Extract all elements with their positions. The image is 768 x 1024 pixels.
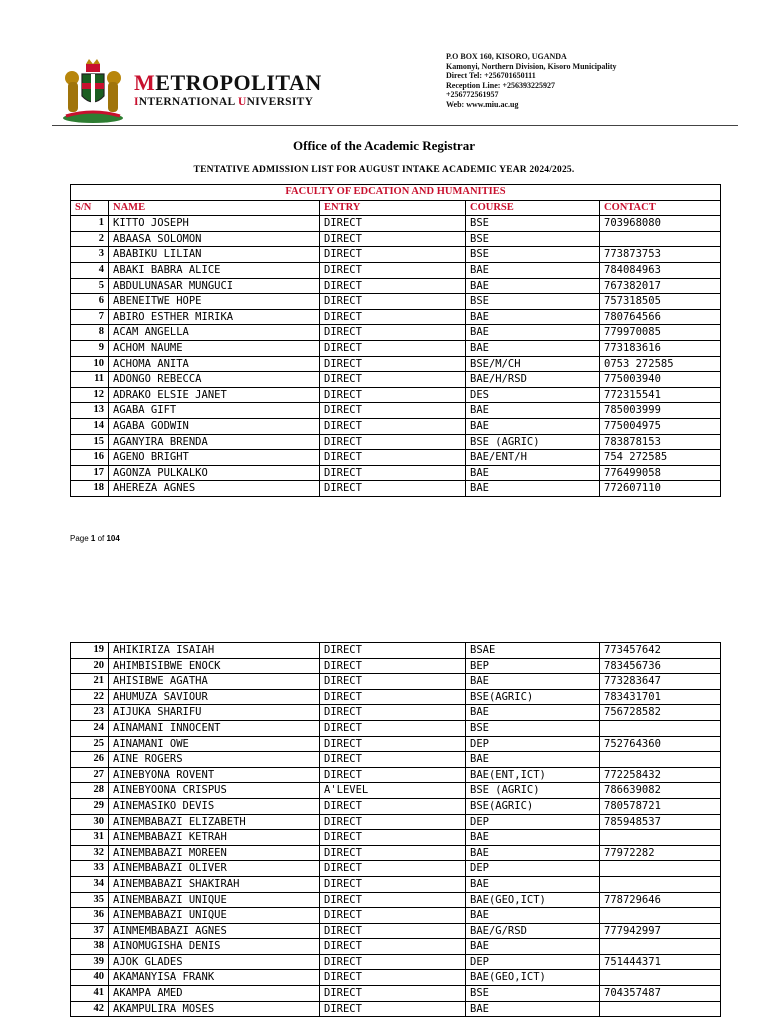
admission-table-page-2 xyxy=(70,642,721,1017)
cell-name: AIJUKA SHARIFU xyxy=(109,705,320,721)
cell-contact: 773873753 xyxy=(600,247,721,263)
university-crest-logo xyxy=(56,56,130,126)
cell-course: BAE/ENT/H xyxy=(466,450,600,466)
table-row xyxy=(71,643,721,659)
address-line: P.O BOX 160, KISORO, UGANDA xyxy=(446,52,567,61)
contact-address-block xyxy=(446,52,617,110)
cell-entry: DIRECT xyxy=(320,705,466,721)
page-current: 1 xyxy=(90,534,96,543)
cell-contact: 752764360 xyxy=(600,736,721,752)
cell-sn: 42 xyxy=(71,1001,109,1017)
table-row xyxy=(71,954,721,970)
cell-contact xyxy=(600,1001,721,1017)
cell-course: BSE(AGRIC) xyxy=(466,798,600,814)
table-row xyxy=(71,845,721,861)
cell-name: AJOK GLADES xyxy=(109,954,320,970)
cell-name: AINEMBABAZI KETRAH xyxy=(109,830,320,846)
cell-course: BAE xyxy=(466,325,600,341)
cell-name: ABAKI BABRA ALICE xyxy=(109,262,320,278)
cell-sn: 10 xyxy=(71,356,109,372)
table-row xyxy=(71,970,721,986)
cell-name: ADRAKO ELSIE JANET xyxy=(109,387,320,403)
table-row xyxy=(71,340,721,356)
cell-sn: 25 xyxy=(71,736,109,752)
cell-course: BAE xyxy=(466,876,600,892)
cell-contact: 754 272585 xyxy=(600,450,721,466)
cell-sn: 23 xyxy=(71,705,109,721)
cell-contact: 703968080 xyxy=(600,216,721,232)
cell-contact: 784084963 xyxy=(600,262,721,278)
cell-name: AHIKIRIZA ISAIAH xyxy=(109,643,320,659)
header-divider xyxy=(52,125,738,126)
cell-entry: DIRECT xyxy=(320,876,466,892)
cell-sn: 40 xyxy=(71,970,109,986)
cell-entry: DIRECT xyxy=(320,986,466,1002)
cell-contact: 772258432 xyxy=(600,767,721,783)
table-row xyxy=(71,767,721,783)
cell-name: AGENO BRIGHT xyxy=(109,450,320,466)
cell-contact: 77972282 xyxy=(600,845,721,861)
column-header-row xyxy=(71,200,721,216)
cell-sn: 5 xyxy=(71,278,109,294)
cell-sn: 30 xyxy=(71,814,109,830)
cell-sn: 28 xyxy=(71,783,109,799)
cell-course: BSE xyxy=(466,986,600,1002)
cell-name: ABABIKU LILIAN xyxy=(109,247,320,263)
cell-name: AINEMBABAZI SHAKIRAH xyxy=(109,876,320,892)
cell-sn: 3 xyxy=(71,247,109,263)
table-row xyxy=(71,892,721,908)
cell-contact: 773457642 xyxy=(600,643,721,659)
address-line: Reception Line: +256393225927 xyxy=(446,80,555,90)
cell-course: BAE(GEO,ICT) xyxy=(466,970,600,986)
page-total: 104 xyxy=(106,534,120,543)
cell-contact: 785948537 xyxy=(600,814,721,830)
table-row xyxy=(71,294,721,310)
table-row xyxy=(71,356,721,372)
table-row xyxy=(71,674,721,690)
cell-sn: 9 xyxy=(71,340,109,356)
cell-sn: 13 xyxy=(71,403,109,419)
cell-sn: 4 xyxy=(71,262,109,278)
cell-contact xyxy=(600,939,721,955)
table-row xyxy=(71,247,721,263)
cell-name: ACHOM NAUME xyxy=(109,340,320,356)
table-row xyxy=(71,923,721,939)
cell-name: AINAMANI INNOCENT xyxy=(109,720,320,736)
cell-sn: 12 xyxy=(71,387,109,403)
cell-sn: 27 xyxy=(71,767,109,783)
cell-sn: 35 xyxy=(71,892,109,908)
cell-sn: 31 xyxy=(71,830,109,846)
table-row xyxy=(71,876,721,892)
cell-course: BSE xyxy=(466,216,600,232)
cell-sn: 26 xyxy=(71,752,109,768)
table-row xyxy=(71,434,721,450)
cell-contact: 778729646 xyxy=(600,892,721,908)
cell-entry: DIRECT xyxy=(320,465,466,481)
cell-sn: 19 xyxy=(71,643,109,659)
cell-contact: 772607110 xyxy=(600,481,721,497)
table-row xyxy=(71,278,721,294)
cell-course: BAE xyxy=(466,908,600,924)
brand-rest: ETROPOLITAN xyxy=(155,70,322,95)
cell-entry: DIRECT xyxy=(320,309,466,325)
cell-entry: DIRECT xyxy=(320,845,466,861)
cell-sn: 41 xyxy=(71,986,109,1002)
cell-contact: 786639082 xyxy=(600,783,721,799)
cell-sn: 16 xyxy=(71,450,109,466)
cell-course: BAE xyxy=(466,752,600,768)
cell-sn: 18 xyxy=(71,481,109,497)
table-row xyxy=(71,783,721,799)
cell-name: AINAMANI OWE xyxy=(109,736,320,752)
cell-sn: 33 xyxy=(71,861,109,877)
page-prefix: Page xyxy=(70,534,91,543)
cell-course: BSE xyxy=(466,247,600,263)
cell-course: BAE xyxy=(466,830,600,846)
university-name xyxy=(134,72,322,94)
table-row xyxy=(71,798,721,814)
cell-contact xyxy=(600,970,721,986)
table-row xyxy=(71,1001,721,1017)
cell-course: BAE/G/RSD xyxy=(466,923,600,939)
column-header-name: NAME xyxy=(109,200,320,216)
cell-entry: DIRECT xyxy=(320,720,466,736)
cell-sn: 20 xyxy=(71,658,109,674)
cell-contact: 704357487 xyxy=(600,986,721,1002)
subtitle-rest-2: NIVERSITY xyxy=(246,96,314,108)
cell-course: DES xyxy=(466,387,600,403)
cell-contact: 780578721 xyxy=(600,798,721,814)
cell-name: AINEMASIKO DEVIS xyxy=(109,798,320,814)
table-row xyxy=(71,830,721,846)
cell-sn: 37 xyxy=(71,923,109,939)
list-title: TENTATIVE ADMISSION LIST FOR AUGUST INTAKE ACADEMIC YEAR 2024/2025. xyxy=(193,165,575,175)
cell-sn: 29 xyxy=(71,798,109,814)
table-row xyxy=(71,689,721,705)
address-line: Kamonyi, Northern Division, Kisoro Municipality xyxy=(446,61,617,71)
cell-entry: DIRECT xyxy=(320,674,466,690)
cell-name: AINEMBABAZI UNIQUE xyxy=(109,892,320,908)
cell-sn: 14 xyxy=(71,418,109,434)
table-row xyxy=(71,736,721,752)
cell-sn: 39 xyxy=(71,954,109,970)
cell-course: BAE xyxy=(466,1001,600,1017)
cell-name: ACAM ANGELLA xyxy=(109,325,320,341)
cell-name: AKAMPA AMED xyxy=(109,986,320,1002)
cell-course: BSE xyxy=(466,231,600,247)
cell-course: BAE xyxy=(466,465,600,481)
cell-entry: DIRECT xyxy=(320,231,466,247)
cell-course: BEP xyxy=(466,658,600,674)
cell-course: BAE xyxy=(466,845,600,861)
office-title: Office of the Academic Registrar xyxy=(293,138,475,153)
cell-contact: 775003940 xyxy=(600,372,721,388)
table-row xyxy=(71,418,721,434)
subtitle-initial-1: I xyxy=(134,96,139,108)
university-subtitle xyxy=(134,96,322,108)
cell-entry: DIRECT xyxy=(320,939,466,955)
cell-course: BAE xyxy=(466,309,600,325)
cell-contact: 775004975 xyxy=(600,418,721,434)
table-row xyxy=(71,216,721,232)
cell-sn: 24 xyxy=(71,720,109,736)
cell-entry: DIRECT xyxy=(320,418,466,434)
cell-contact xyxy=(600,908,721,924)
cell-entry: DIRECT xyxy=(320,643,466,659)
cell-entry: DIRECT xyxy=(320,814,466,830)
cell-entry: DIRECT xyxy=(320,325,466,341)
cell-name: AINEMBABAZI ELIZABETH xyxy=(109,814,320,830)
cell-entry: DIRECT xyxy=(320,767,466,783)
cell-contact xyxy=(600,830,721,846)
cell-entry: DIRECT xyxy=(320,1001,466,1017)
faculty-heading: FACULTY OF EDCATION AND HUMANITIES xyxy=(71,185,721,201)
cell-sn: 7 xyxy=(71,309,109,325)
column-header-contact: CONTACT xyxy=(600,200,721,216)
cell-contact: 785003999 xyxy=(600,403,721,419)
cell-entry: DIRECT xyxy=(320,372,466,388)
cell-course: BAE xyxy=(466,262,600,278)
cell-sn: 6 xyxy=(71,294,109,310)
table-row xyxy=(71,939,721,955)
table-row xyxy=(71,986,721,1002)
cell-name: AGABA GODWIN xyxy=(109,418,320,434)
university-brand xyxy=(134,72,322,108)
cell-entry: DIRECT xyxy=(320,340,466,356)
cell-name: AGONZA PULKALKO xyxy=(109,465,320,481)
cell-course: BAE xyxy=(466,481,600,497)
cell-course: BSE (AGRIC) xyxy=(466,783,600,799)
cell-name: ADONGO REBECCA xyxy=(109,372,320,388)
cell-course: BAE xyxy=(466,278,600,294)
cell-contact: 756728582 xyxy=(600,705,721,721)
cell-name: AINEMBABAZI MOREEN xyxy=(109,845,320,861)
faculty-row xyxy=(71,185,721,201)
cell-name: AKAMPULIRA MOSES xyxy=(109,1001,320,1017)
cell-course: DEP xyxy=(466,954,600,970)
cell-name: ABENEITWE HOPE xyxy=(109,294,320,310)
cell-name: KITTO JOSEPH xyxy=(109,216,320,232)
cell-sn: 17 xyxy=(71,465,109,481)
cell-course: BAE/H/RSD xyxy=(466,372,600,388)
cell-course: BAE xyxy=(466,418,600,434)
cell-course: BSE xyxy=(466,720,600,736)
cell-name: AGABA GIFT xyxy=(109,403,320,419)
cell-contact xyxy=(600,720,721,736)
cell-entry: DIRECT xyxy=(320,861,466,877)
cell-sn: 8 xyxy=(71,325,109,341)
cell-contact: 783431701 xyxy=(600,689,721,705)
cell-course: BAE xyxy=(466,340,600,356)
cell-entry: DIRECT xyxy=(320,356,466,372)
cell-name: AINEBYONA ROVENT xyxy=(109,767,320,783)
cell-course: BSE (AGRIC) xyxy=(466,434,600,450)
cell-entry: DIRECT xyxy=(320,262,466,278)
cell-sn: 36 xyxy=(71,908,109,924)
cell-entry: DIRECT xyxy=(320,892,466,908)
cell-entry: DIRECT xyxy=(320,658,466,674)
cell-entry: DIRECT xyxy=(320,954,466,970)
cell-contact: 0753 272585 xyxy=(600,356,721,372)
table-row xyxy=(71,705,721,721)
cell-entry: DIRECT xyxy=(320,481,466,497)
cell-entry: DIRECT xyxy=(320,830,466,846)
table-row xyxy=(71,658,721,674)
cell-contact: 767382017 xyxy=(600,278,721,294)
cell-course: BAE xyxy=(466,674,600,690)
table-row xyxy=(71,720,721,736)
cell-course: BSE(AGRIC) xyxy=(466,689,600,705)
cell-name: ABAASA SOLOMON xyxy=(109,231,320,247)
cell-name: ABIRO ESTHER MIRIKA xyxy=(109,309,320,325)
cell-course: BSE/M/CH xyxy=(466,356,600,372)
cell-contact: 783878153 xyxy=(600,434,721,450)
column-header-course: COURSE xyxy=(466,200,600,216)
cell-contact xyxy=(600,861,721,877)
cell-entry: DIRECT xyxy=(320,434,466,450)
cell-entry: DIRECT xyxy=(320,403,466,419)
cell-contact xyxy=(600,231,721,247)
subtitle-initial-2: U xyxy=(238,96,247,108)
cell-course: DEP xyxy=(466,861,600,877)
cell-name: AHIMBISIBWE ENOCK xyxy=(109,658,320,674)
cell-contact: 773283647 xyxy=(600,674,721,690)
table-row xyxy=(71,752,721,768)
cell-entry: DIRECT xyxy=(320,450,466,466)
cell-entry: DIRECT xyxy=(320,278,466,294)
table-row xyxy=(71,262,721,278)
table-row xyxy=(71,403,721,419)
cell-sn: 34 xyxy=(71,876,109,892)
table-row xyxy=(71,465,721,481)
cell-contact: 779970085 xyxy=(600,325,721,341)
brand-initial: M xyxy=(134,70,156,95)
cell-name: ABDULUNASAR MUNGUCI xyxy=(109,278,320,294)
cell-sn: 11 xyxy=(71,372,109,388)
cell-contact: 757318505 xyxy=(600,294,721,310)
table-row xyxy=(71,387,721,403)
cell-course: DEP xyxy=(466,736,600,752)
cell-name: AINEBYOONA CRISPUS xyxy=(109,783,320,799)
cell-name: AHUMUZA SAVIOUR xyxy=(109,689,320,705)
cell-entry: DIRECT xyxy=(320,908,466,924)
cell-contact: 780764566 xyxy=(600,309,721,325)
table-row xyxy=(71,908,721,924)
table-row xyxy=(71,481,721,497)
cell-sn: 2 xyxy=(71,231,109,247)
cell-course: BAE xyxy=(466,705,600,721)
cell-sn: 21 xyxy=(71,674,109,690)
address-line: Web: www.miu.ac.ug xyxy=(446,99,519,109)
page-number xyxy=(70,534,120,543)
cell-entry: DIRECT xyxy=(320,798,466,814)
cell-name: AINMEMBABAZI AGNES xyxy=(109,923,320,939)
cell-name: AINE ROGERS xyxy=(109,752,320,768)
cell-entry: DIRECT xyxy=(320,752,466,768)
table-row xyxy=(71,372,721,388)
cell-sn: 1 xyxy=(71,216,109,232)
cell-name: AINEMBABAZI OLIVER xyxy=(109,861,320,877)
cell-entry: DIRECT xyxy=(320,387,466,403)
cell-contact: 783456736 xyxy=(600,658,721,674)
table-row xyxy=(71,450,721,466)
cell-entry: DIRECT xyxy=(320,970,466,986)
table-row xyxy=(71,325,721,341)
cell-name: AHEREZA AGNES xyxy=(109,481,320,497)
cell-name: AKAMANYISA FRANK xyxy=(109,970,320,986)
cell-entry: DIRECT xyxy=(320,247,466,263)
cell-contact: 772315541 xyxy=(600,387,721,403)
cell-course: DEP xyxy=(466,814,600,830)
cell-contact: 776499058 xyxy=(600,465,721,481)
cell-sn: 32 xyxy=(71,845,109,861)
cell-entry: A'LEVEL xyxy=(320,783,466,799)
cell-contact: 773183616 xyxy=(600,340,721,356)
cell-entry: DIRECT xyxy=(320,216,466,232)
cell-sn: 22 xyxy=(71,689,109,705)
column-header-sn: S/N xyxy=(71,200,109,216)
table-row xyxy=(71,231,721,247)
page-middle: of xyxy=(95,534,107,543)
cell-name: AINOMUGISHA DENIS xyxy=(109,939,320,955)
subtitle-rest-1: NTERNATIONAL xyxy=(138,96,238,108)
cell-name: AINEMBABAZI UNIQUE xyxy=(109,908,320,924)
column-header-entry: ENTRY xyxy=(320,200,466,216)
cell-name: AGANYIRA BRENDA xyxy=(109,434,320,450)
cell-course: BSE xyxy=(466,294,600,310)
cell-course: BSAE xyxy=(466,643,600,659)
cell-contact xyxy=(600,876,721,892)
cell-contact: 777942997 xyxy=(600,923,721,939)
cell-entry: DIRECT xyxy=(320,689,466,705)
address-line: Direct Tel: +256701650111 xyxy=(446,71,536,81)
cell-entry: DIRECT xyxy=(320,736,466,752)
table-row xyxy=(71,861,721,877)
cell-contact: 751444371 xyxy=(600,954,721,970)
admission-table-page-1 xyxy=(70,184,721,497)
cell-name: AHISIBWE AGATHA xyxy=(109,674,320,690)
cell-course: BAE xyxy=(466,403,600,419)
cell-course: BAE xyxy=(466,939,600,955)
cell-course: BAE(GEO,ICT) xyxy=(466,892,600,908)
cell-name: ACHOMA ANITA xyxy=(109,356,320,372)
cell-entry: DIRECT xyxy=(320,923,466,939)
address-line: +256772561957 xyxy=(446,90,499,100)
table-row xyxy=(71,814,721,830)
cell-course: BAE(ENT,ICT) xyxy=(466,767,600,783)
cell-contact xyxy=(600,752,721,768)
cell-sn: 38 xyxy=(71,939,109,955)
cell-entry: DIRECT xyxy=(320,294,466,310)
table-row xyxy=(71,309,721,325)
cell-sn: 15 xyxy=(71,434,109,450)
